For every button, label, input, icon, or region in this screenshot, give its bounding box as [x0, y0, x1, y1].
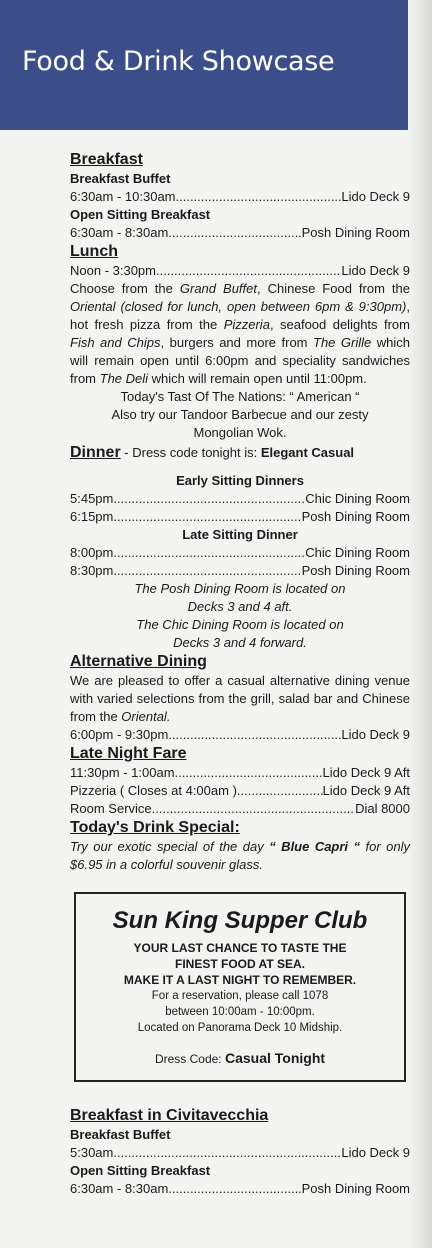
civita-buffet-row — [70, 1144, 410, 1162]
late-row-1 — [70, 544, 410, 562]
early-row-1 — [70, 490, 410, 508]
dress-code: Elegant Casual — [260, 445, 355, 460]
breakfast-buffet-row — [70, 188, 410, 206]
civita-open-label: Open Sitting Breakfast — [70, 1163, 211, 1178]
supper-line-3: MAKE IT A LAST NIGHT TO REMEMBER. — [123, 973, 357, 987]
time: 5:30am.. — [70, 1145, 121, 1160]
time: 6:30am - 8:30am — [70, 225, 169, 240]
venue: Lido Deck 9 Aft — [322, 783, 410, 798]
leader-dots — [121, 1144, 342, 1162]
leader-dots — [168, 224, 298, 242]
venue: Lido Deck 9 — [341, 1145, 410, 1160]
alternative-row — [70, 726, 410, 744]
leader-dots — [156, 262, 341, 280]
venue: Posh Dining Room — [301, 509, 410, 524]
dinner-line — [70, 442, 410, 464]
posh-location-decks: Decks 3 and 4 aft. — [187, 599, 293, 614]
chic-location-note: The Chic Dining Room is located on — [136, 617, 344, 632]
menu-content — [70, 150, 410, 1198]
venue: .Posh Dining Room — [298, 225, 410, 240]
venue: Dial 8000 — [355, 801, 410, 816]
time: 6:30am - 10:30am — [70, 189, 176, 204]
chic-location-decks: Decks 3 and 4 forward. — [173, 635, 307, 650]
drink-special-heading: Today's Drink Special: — [70, 819, 240, 836]
posh-location-note: The Posh Dining Room is located on — [134, 581, 346, 596]
time: Pizzeria ( Closes at 4:00am ) — [70, 783, 237, 798]
supper-line-1: YOUR LAST CHANCE TO TASTE THE — [133, 941, 347, 955]
late-night-row-3 — [70, 800, 410, 818]
time: 5:45pm — [70, 491, 114, 506]
supper-line-2: FINEST FOOD AT SEA. — [174, 957, 305, 971]
venue: .Posh Dining Room — [298, 1181, 410, 1196]
taste-of-nations: Today's Tast Of The Nations: “ American “ — [120, 389, 360, 404]
lunch-description: Choose from the Grand Buffet, Chinese Food from the Oriental (closed for lunch, open between 6pm & 9:30pm), hot fresh pizza from the Pizzeria, seafood delights from Fish and Chips, burgers and more from The Grille which will remain open until 6:00pm and speciality sandwiches from The Deli which will remain open until 11:00pm. — [70, 281, 411, 386]
open-sitting-row — [70, 224, 410, 242]
time: Noon - 3:30pm — [70, 263, 156, 278]
civita-open-row — [70, 1180, 410, 1198]
leader-dots — [113, 544, 305, 562]
time: 6:00pm - 9:30pm — [70, 727, 169, 742]
page-edge-shadow — [408, 0, 432, 1248]
late-night-row-1 — [70, 764, 410, 782]
time: 11:30pm - 1:00am — [70, 765, 175, 780]
venue: Lido Deck 9 — [341, 727, 410, 742]
also-try: Also try our Tandoor Barbecue and our zesty Mongolian Wok. — [111, 407, 369, 440]
drink-special-text: Try our exotic special of the day “ Blue Capri “ for only $6.95 in a colorful souvenir glass. — [70, 839, 410, 872]
leader-dots — [176, 188, 342, 206]
venue: Lido Deck 9 — [341, 263, 410, 278]
venue: Chic Dining Room — [305, 491, 410, 506]
lunch-row — [70, 262, 410, 280]
civita-buffet-label: Breakfast Buffet — [70, 1127, 171, 1142]
leader-dots — [168, 726, 341, 744]
leader-dots — [175, 764, 323, 782]
leader-dots — [113, 508, 301, 526]
leader-dots — [168, 1180, 298, 1198]
leader-dots — [152, 800, 355, 818]
lunch-heading: Lunch — [70, 243, 118, 260]
leader-dots — [237, 782, 323, 800]
late-sitting-label: Late Sitting Dinner — [182, 527, 298, 542]
supper-dress-code: Dress Code: Casual Tonight — [154, 1050, 326, 1066]
civitavecchia-heading: Breakfast in Civitavecchia — [70, 1107, 269, 1124]
dress-prefix: - Dress code tonight is: — [120, 445, 261, 460]
time: 8:30pm — [70, 563, 114, 578]
supper-club-box — [74, 892, 406, 1082]
open-sitting-label: Open Sitting Breakfast — [70, 207, 211, 222]
late-night-heading: Late Night Fare — [70, 745, 187, 762]
venue: Lido Deck 9 Aft — [322, 765, 410, 780]
breakfast-buffet-label: Breakfast Buffet — [70, 171, 171, 186]
alternative-description: We are pleased to offer a casual alternative dining venue with varied selections from the grill, salad bar and Chinese from the Oriental. — [70, 673, 410, 724]
page-title: Food & Drink Showcase — [22, 46, 335, 77]
time: 8:00pm — [70, 545, 114, 560]
time: 6:15pm — [70, 509, 114, 524]
supper-club-title: Sun King Supper Club — [112, 907, 368, 934]
time: 6:30am - 8:30am — [70, 1181, 169, 1196]
header-banner — [0, 0, 408, 130]
late-night-row-2 — [70, 782, 410, 800]
breakfast-heading: Breakfast — [70, 151, 143, 168]
venue: Chic Dining Room — [305, 545, 410, 560]
supper-location: Located on Panorama Deck 10 Midship. — [137, 1022, 343, 1034]
dinner-heading: Dinner — [70, 444, 121, 461]
early-sitting-label: Early Sitting Dinners — [176, 473, 304, 488]
time: Room Service — [70, 801, 152, 816]
venue: Lido Deck 9 — [341, 189, 410, 204]
leader-dots — [113, 490, 305, 508]
reservation-hours: between 10:00am - 10:00pm. — [165, 1006, 315, 1018]
early-row-2 — [70, 508, 410, 526]
late-row-2 — [70, 562, 410, 580]
reservation-line: For a reservation, please call 1078 — [151, 990, 329, 1002]
venue: Posh Dining Room — [301, 563, 410, 578]
alternative-heading: Alternative Dining — [70, 653, 207, 670]
leader-dots — [113, 562, 301, 580]
